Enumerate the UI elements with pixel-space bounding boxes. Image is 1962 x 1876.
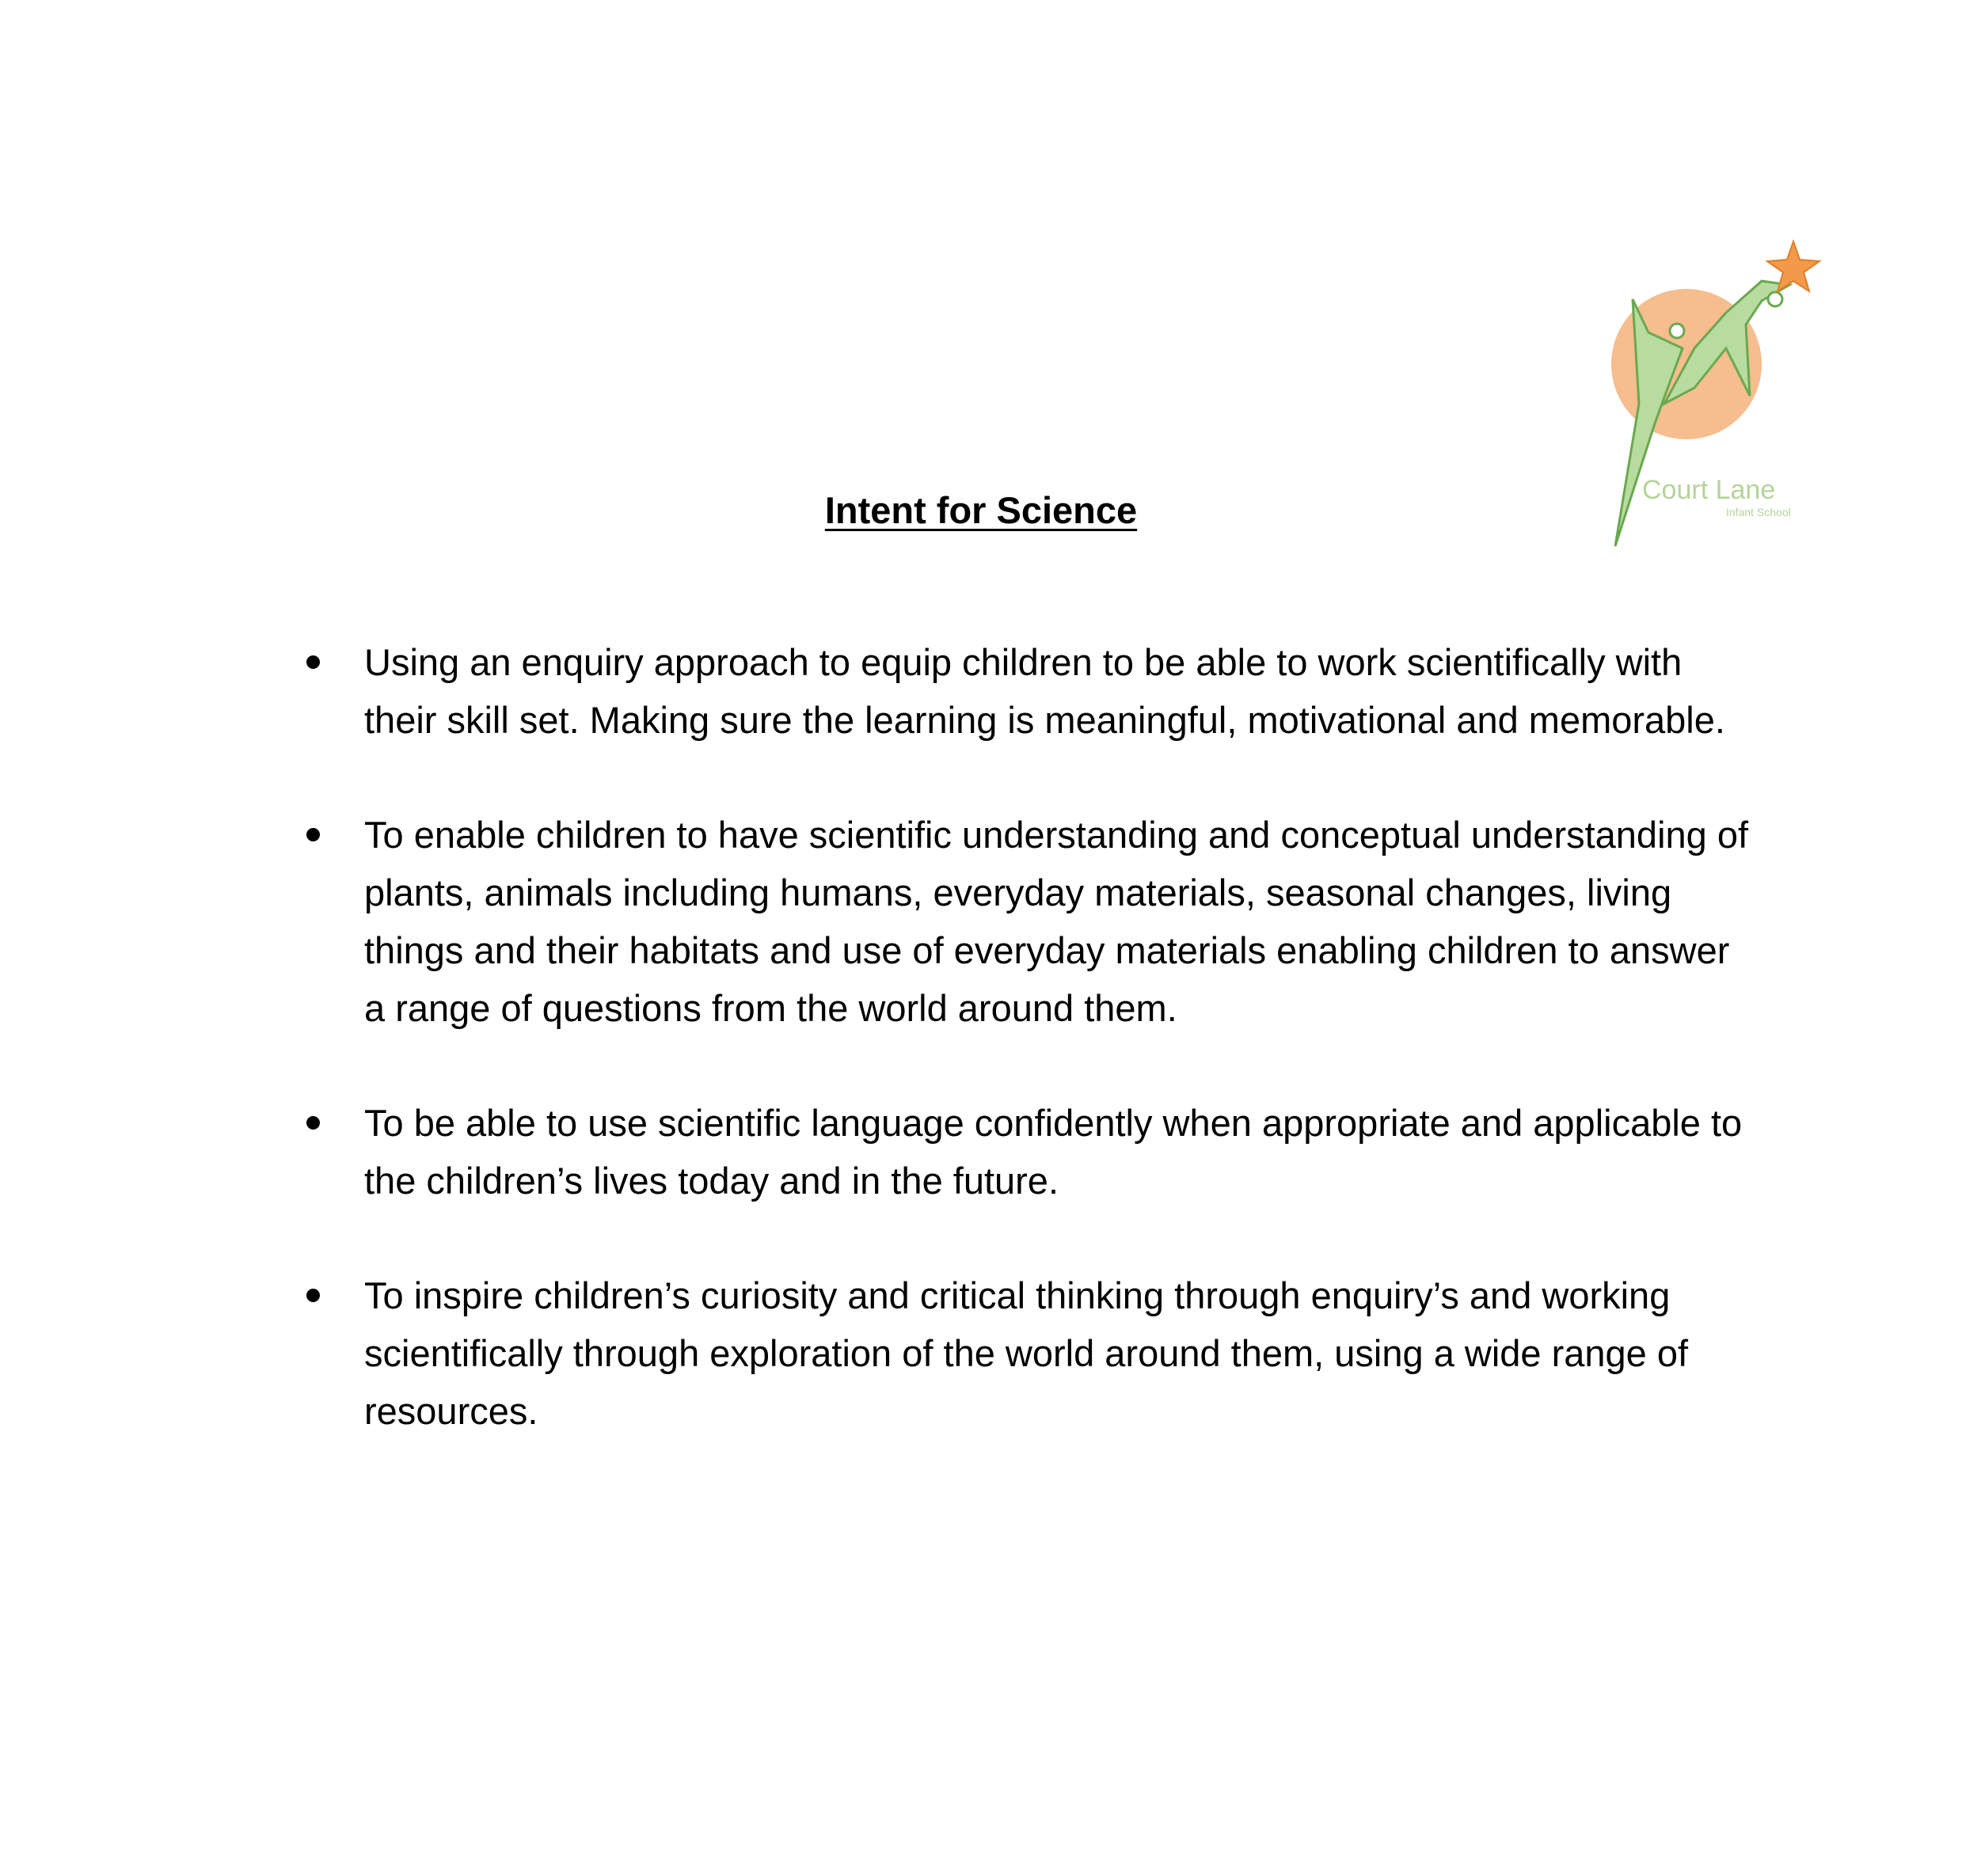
intent-bullet-list [301, 633, 1758, 1497]
list-item [301, 806, 1758, 1037]
svg-text:Court Lane: Court Lane [1642, 475, 1776, 505]
bullet-icon [306, 1289, 320, 1302]
bullet-text: To inspire children’s curiosity and critical thinking through enquiry’s and working scientifically through exploration of the world around them, using a wide range of resources. [364, 1274, 1689, 1432]
list-item [301, 633, 1758, 749]
bullet-icon [306, 828, 320, 841]
list-item [301, 1266, 1758, 1440]
bullet-icon [306, 1116, 320, 1130]
bullet-icon [306, 655, 320, 669]
page-title: Intent for Science [824, 489, 1138, 531]
list-item [301, 1094, 1758, 1210]
bullet-text: To be able to use scientific language confidently when appropriate and applicable to the children’s lives today and in the future. [364, 1102, 1743, 1202]
svg-text:Infant School: Infant School [1726, 506, 1791, 518]
bullet-text: Using an enquiry approach to equip children to be able to work scientifically with their skill set. Making sure the learning is meaningful, motivational and memorable. [364, 641, 1725, 741]
bullet-text: To enable children to have scientific understanding and conceptual understanding of plants, animals including humans, everyday materials, seasonal changes, living things and their habitats and use of everyday materials enabling children to answer a range of questions from the world around them. [364, 814, 1749, 1029]
